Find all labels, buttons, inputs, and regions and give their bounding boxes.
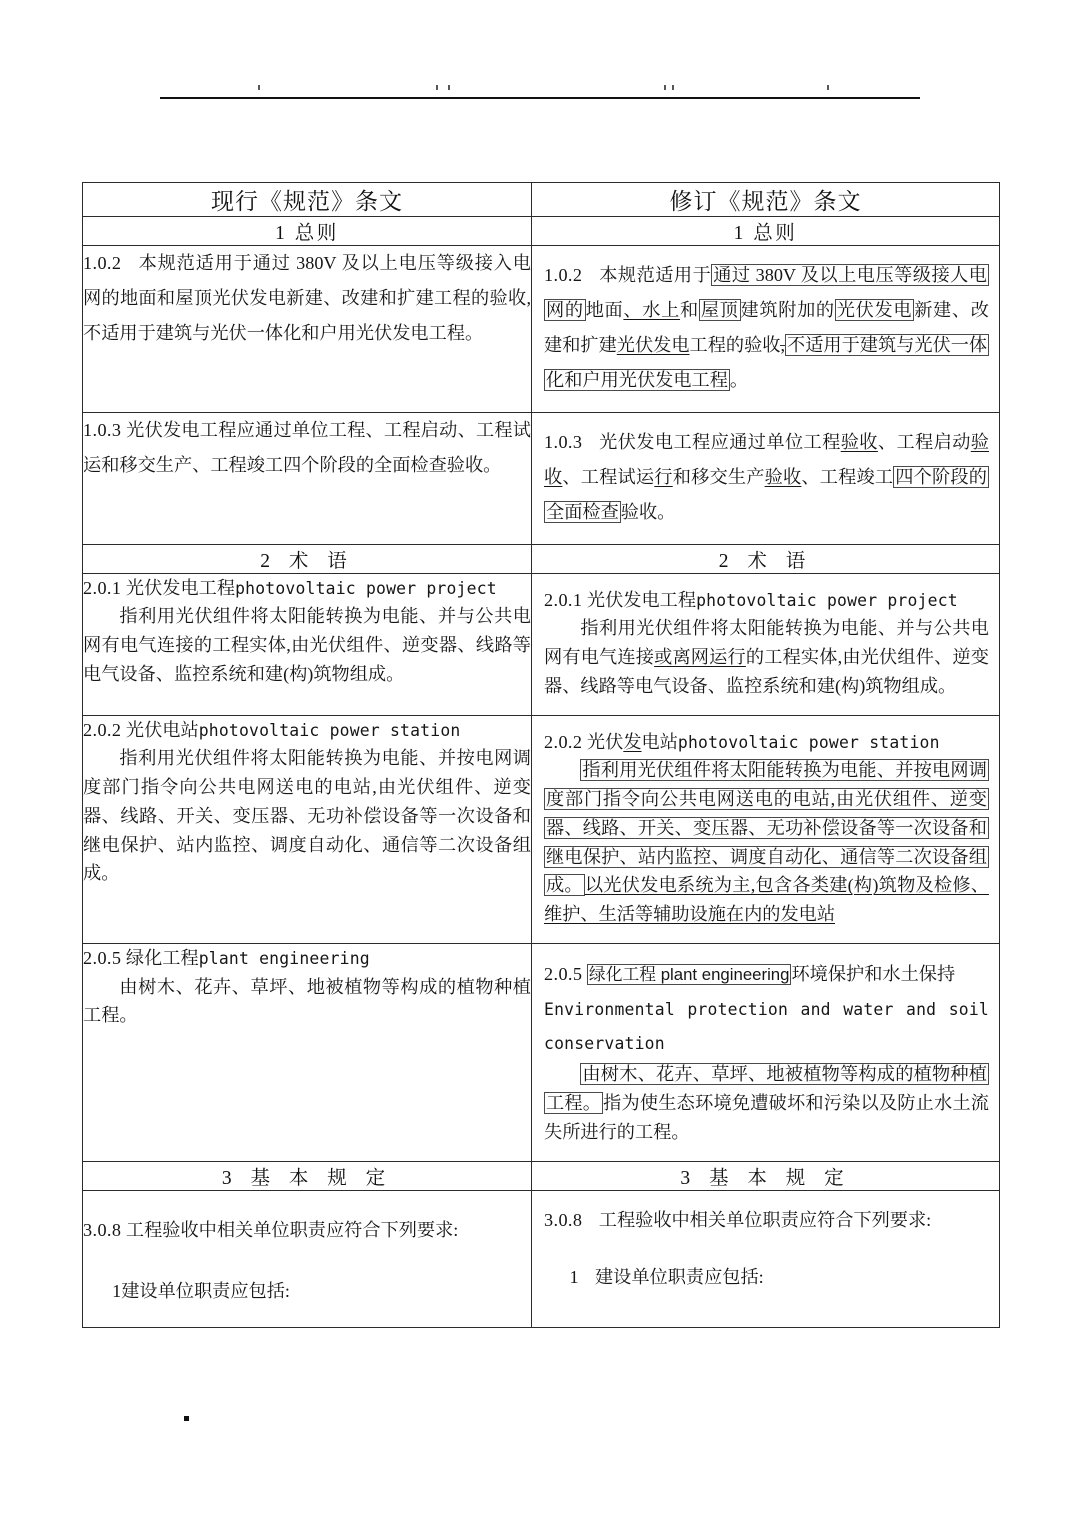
chapter-row-1 (83, 217, 1000, 246)
term-cell-revised-2-0-5 (532, 943, 1000, 1161)
deletion-mark: , (780, 334, 786, 355)
term-heading (83, 716, 531, 745)
term-row-2-0-1 (83, 573, 1000, 715)
revision-comparison-table (82, 182, 1000, 1328)
scan-artifact (827, 85, 829, 90)
clause-text: 工程验收中相关单位职责应符合下列要求: (598, 1209, 932, 1230)
scan-artifact (436, 85, 438, 90)
term-name-cn: 绿化工程 (125, 947, 199, 968)
term-number: 2.0.2 (544, 731, 583, 752)
insertion-mark: 验收 (840, 431, 878, 452)
clause-number: 3.0.8 (83, 1219, 122, 1240)
term-row-2-0-2 (83, 715, 1000, 943)
text-segment: 指为使生态环境免遭破坏和污染以及防止水土流失所进行的工程。 (544, 1093, 989, 1142)
revision-box: 通过 380V 及以上电压等级接人电网的 (546, 265, 987, 320)
insertion-mark: 发 (623, 731, 642, 752)
clause-text: 本规范适用于通过 380V 及以上电压等级接入电网的地面和屋顶光伏发电新建、改建和扩建工程的验收,不适用于建筑与光伏一体化和户用光伏发电工程。 (83, 253, 531, 343)
term-definition (544, 756, 989, 929)
term-cell-current-2-0-5 (83, 943, 532, 1161)
term-name-en: photovoltaic power station (198, 720, 461, 740)
subitem-text: 建设单位职责应包括: (121, 1280, 290, 1301)
chapter-title-left-1: 1 总则 (83, 217, 532, 246)
term-name-en: photovoltaic power station (677, 732, 940, 752)
revision-box: 指利用光伏组件将太阳能转换为电能、并按电网调度部门指令向公共电网送电的电站,由光伏组件、逆变器、线路、开关、变压器、无功补偿设备等一次设备和继电保护、站内监控、调度自动化、通信等二次设备组成。 (546, 760, 987, 896)
clause-paragraph (544, 425, 989, 530)
clause-cell-current-1-0-2 (83, 246, 532, 413)
term-name-cn: 光伏电站 (125, 719, 199, 740)
running-header-rule (160, 97, 920, 99)
text-segment: 光伏发电工程应通过单位工程 (598, 431, 841, 452)
term-heading (83, 574, 531, 603)
text-segment: 。 (729, 369, 749, 390)
clause-paragraph (83, 246, 531, 351)
subitem-text: 建设单位职责应包括: (594, 1266, 764, 1287)
clause-paragraph (83, 1213, 531, 1248)
term-heading (83, 944, 531, 973)
chapter-title-right-3: 3 基 本 规 定 (532, 1161, 1000, 1190)
term-name-cn-tail: 电站 (641, 731, 678, 752)
term-number: 2.0.1 (83, 577, 122, 598)
term-cell-revised-2-0-1 (532, 573, 1000, 715)
insertion-mark: 验收 (544, 431, 989, 487)
text-segment: 的工程实体,由光伏组件、逆变器、线路等电气设备、监控系统和建(构)筑物组成。 (544, 647, 989, 696)
term-row-2-0-5 (83, 943, 1000, 1161)
table-header-row (83, 183, 1000, 217)
clause-number: 1.0.2 (83, 253, 122, 273)
page-artifact-dot (184, 1416, 189, 1421)
clause-subitem (544, 1260, 989, 1295)
clause-text: 工程验收中相关单位职责应符合下列要求: (125, 1219, 459, 1240)
term-definition (544, 1060, 989, 1146)
text-segment: 、工程竣工 (801, 466, 894, 487)
clause-row-1-0-2 (83, 246, 1000, 413)
term-name-cn: 光伏发电工程 (586, 589, 697, 610)
term-name-cn-new: 环境保护和水土保持 (791, 963, 956, 984)
text-segment: 、工程启动 (877, 431, 971, 452)
term-definition: 指利用光伏组件将太阳能转换为电能、并与公共电网有电气连接的工程实体,由光伏组件、逆变器、线路等电气设备、监控系统和建(构)筑物组成。 (83, 606, 531, 684)
chapter-row-2 (83, 544, 1000, 573)
term-name-cn: 光伏 (586, 731, 624, 752)
clause-cell-current-1-0-3 (83, 412, 532, 544)
term-cell-current-2-0-1 (83, 573, 532, 715)
text-segment: 和移交生产 (672, 466, 765, 487)
clause-cell-revised-3-0-8 (532, 1190, 1000, 1327)
clause-paragraph (83, 413, 531, 483)
revision-box: 由树木、花卉、草坪、地被植物等构成的植物种植工程。 (546, 1064, 987, 1114)
clause-row-1-0-3 (83, 412, 1000, 544)
scan-artifact (448, 85, 450, 90)
term-number: 2.0.1 (544, 589, 583, 610)
term-heading (544, 586, 989, 615)
scan-artifact (664, 85, 666, 90)
text-segment: 和 (679, 299, 699, 320)
text-segment: 指利用光伏组件将太阳能转换为电能、并与公共电网有电气连接 (544, 618, 989, 668)
insertion-mark: 验收 (764, 466, 802, 487)
clause-text: 光伏发电工程应通过单位工程、工程启动、工程试运和移交生产、工程竣工四个阶段的全面检查验收。 (83, 419, 531, 475)
term-definition (544, 614, 989, 700)
text-segment: 本规范适用于 (598, 265, 712, 285)
clause-row-3-0-8 (83, 1190, 1000, 1327)
subitem-number: 1 (112, 1280, 122, 1301)
insertion-mark: 光伏发电 (616, 334, 690, 355)
term-name-en: photovoltaic power project (696, 590, 958, 610)
term-name-cn: 光伏发电工程 (125, 577, 236, 598)
revision-box: 绿化工程 plant engineering (588, 964, 790, 984)
term-definition: 指利用光伏组件将太阳能转换为电能、并按电网调度部门指令向公共电网送电的电站,由光伏组件、逆变器、线路、开关、变压器、无功补偿设备等一次设备和继电保护、站内监控、调度自动化、通信等二次设备组成。 (83, 748, 531, 884)
insertion-mark: 、水上 (623, 299, 680, 320)
clause-cell-revised-1-0-3 (532, 412, 1000, 544)
term-name-en-new: Environmental protection and water and soil conservation (544, 1000, 989, 1053)
term-name-en: photovoltaic power project (235, 578, 497, 598)
column-header-revised: 修订《规范》条文 (532, 183, 1000, 217)
scan-artifact (258, 85, 260, 90)
clause-cell-revised-1-0-2 (532, 246, 1000, 413)
revision-box: 不适用于建筑与光伏一体化和户用光伏发电工程 (546, 334, 988, 390)
insertion-mark: 或离网运行 (654, 647, 746, 668)
text-segment: 工程的验收 (689, 334, 781, 355)
term-cell-current-2-0-2 (83, 715, 532, 943)
text-segment: 地面 (585, 299, 624, 320)
clause-number: 3.0.8 (544, 1209, 583, 1230)
chapter-title-left-3: 3 基 本 规 定 (83, 1161, 532, 1190)
insertion-mark: 以光伏发电系统为主,包含各类建(构)筑物及检修、维护、生活等辅助设施在内的发电站 (544, 875, 989, 925)
clause-paragraph (544, 1203, 989, 1238)
term-number: 2.0.5 (83, 947, 122, 968)
text-segment: 新建、改建和扩建 (544, 299, 989, 355)
insertion-mark: 行 (654, 466, 673, 487)
term-heading (544, 956, 989, 993)
term-definition: 由树木、花卉、草坪、地被植物等构成的植物种植工程。 (83, 976, 531, 1026)
text-segment: 、工程试运 (562, 466, 655, 487)
text-segment: 验收。 (620, 501, 676, 522)
term-number: 2.0.2 (83, 719, 122, 740)
clause-number: 1.0.3 (544, 431, 583, 452)
clause-cell-current-3-0-8 (83, 1190, 532, 1327)
revision-box: 屋顶 (700, 299, 739, 320)
column-header-current: 现行《规范》条文 (83, 183, 532, 217)
term-name-en: plant engineering (198, 948, 370, 968)
clause-paragraph (544, 258, 989, 398)
chapter-title-right-1: 1 总则 (532, 217, 1000, 246)
subitem-number: 1 (569, 1266, 579, 1287)
scan-artifact (672, 85, 674, 90)
chapter-title-right-2: 2 术 语 (532, 544, 1000, 573)
clause-subitem (83, 1274, 531, 1309)
text-segment: 建筑附加的 (740, 299, 835, 320)
clause-number: 1.0.2 (544, 265, 583, 285)
term-cell-revised-2-0-2 (532, 715, 1000, 943)
chapter-row-3 (83, 1161, 1000, 1190)
term-number: 2.0.5 (544, 963, 583, 984)
revision-box: 光伏发电 (836, 299, 913, 320)
revision-box: 四个阶段的全面检查 (546, 466, 987, 522)
chapter-title-left-2: 2 术 语 (83, 544, 532, 573)
clause-number: 1.0.3 (83, 419, 122, 440)
term-heading (544, 728, 989, 757)
